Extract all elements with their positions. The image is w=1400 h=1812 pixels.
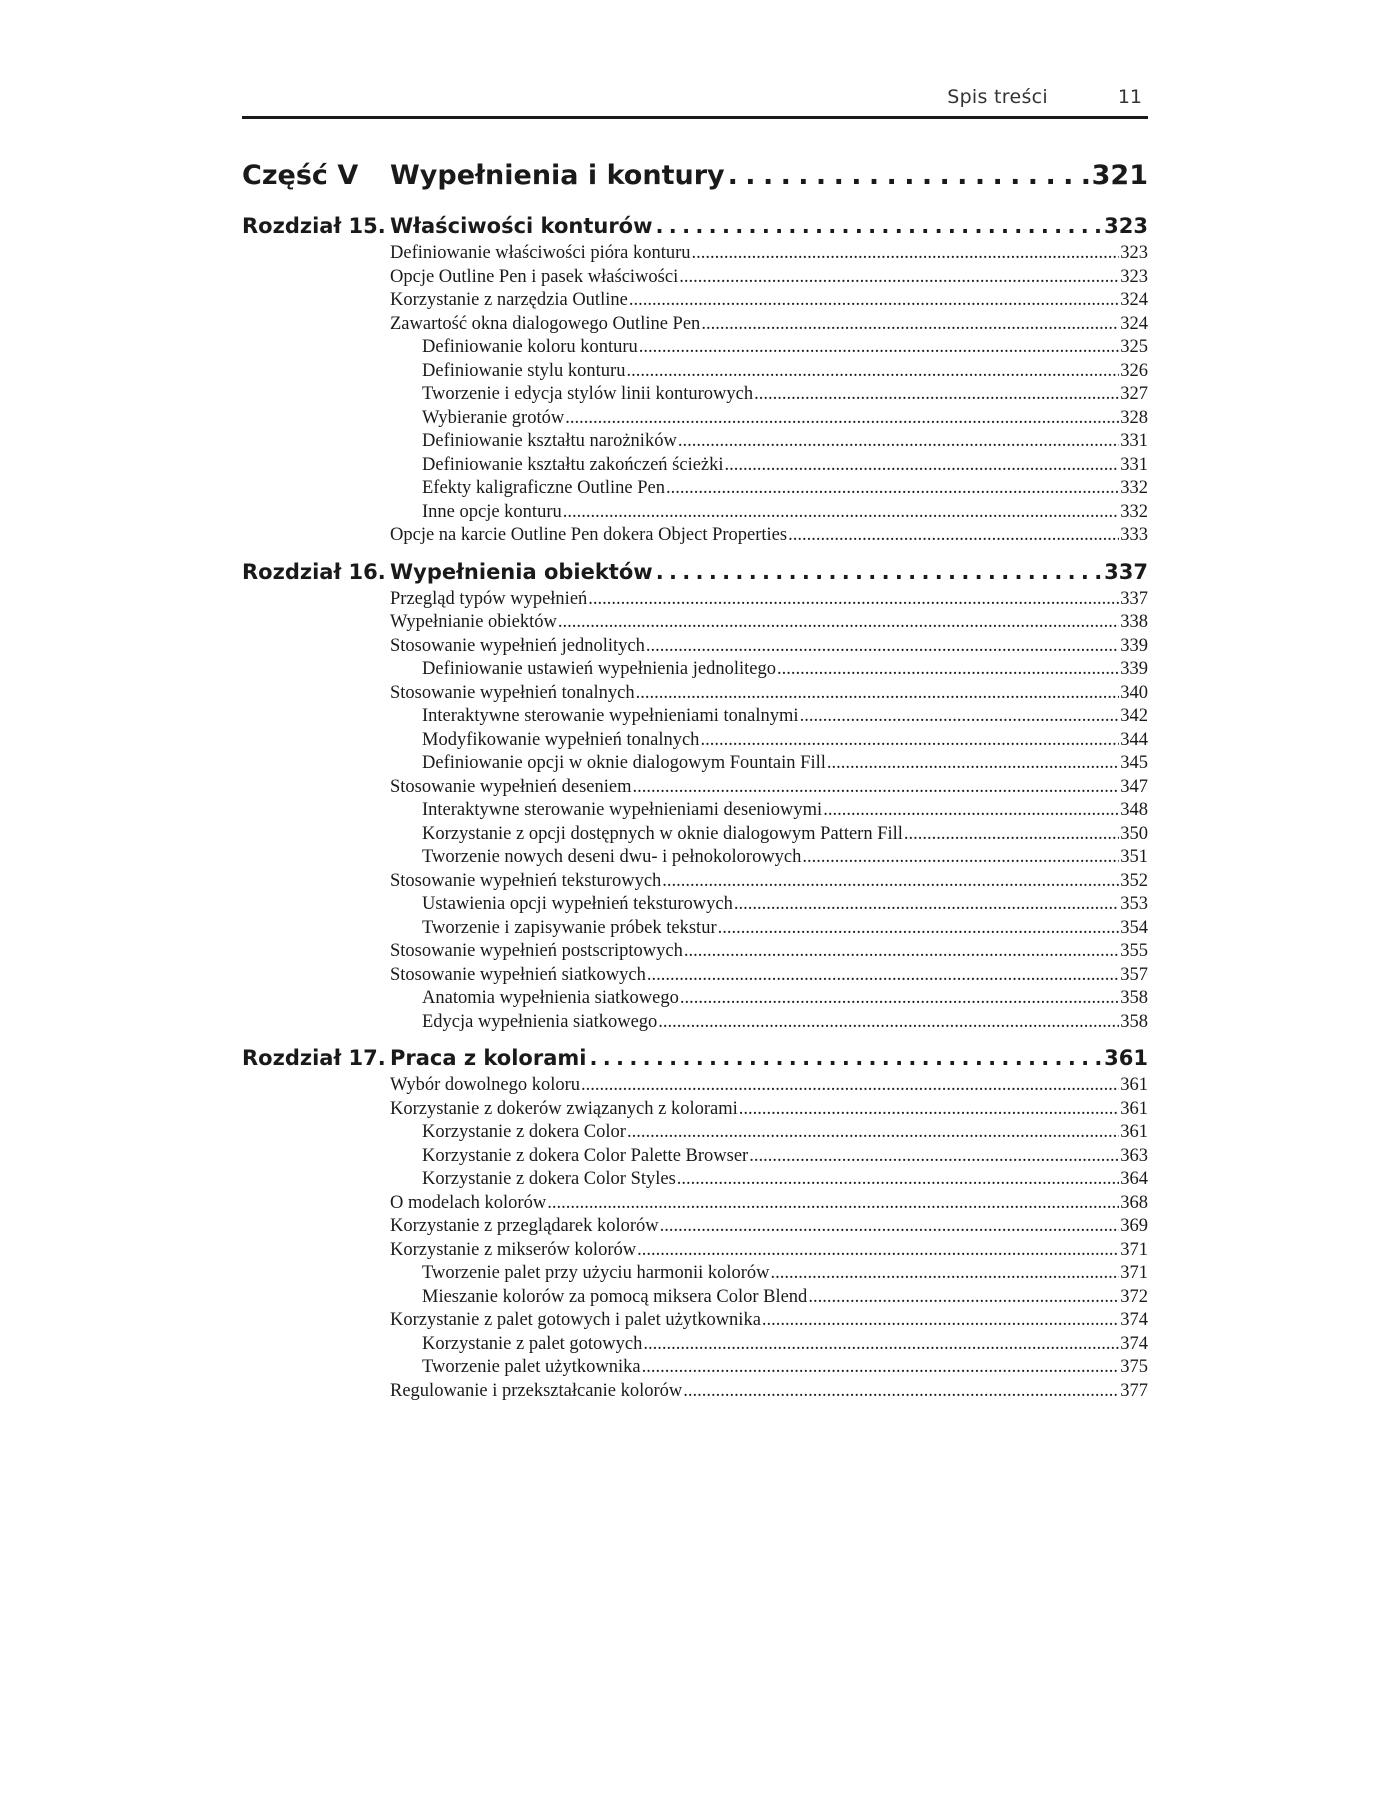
chapter-heading[interactable] [242,214,1148,242]
chapter-entries [390,242,1148,548]
entry-page: 347 [1120,776,1148,797]
toc-entry[interactable] [390,964,1148,988]
part-heading [242,160,1148,200]
dot-leader [626,360,1119,384]
entry-page: 331 [1120,454,1148,475]
chapter-title: Praca z kolorami [390,1046,587,1070]
entry-title: Tworzenie i zapisywanie próbek tekstur [422,917,717,938]
toc-subentry[interactable] [390,477,1148,501]
entry-page: 323 [1120,243,1148,263]
entry-title: Korzystanie z dokerów związanych z kolorami [390,1098,738,1119]
entry-page: 358 [1120,1011,1148,1032]
dot-leader [771,1262,1120,1286]
chapter-entries [390,1074,1148,1403]
dot-leader [725,454,1120,478]
dot-leader [639,336,1119,360]
entry-page: 342 [1120,706,1148,726]
toc-subentry[interactable] [390,658,1148,682]
dot-leader [642,1356,1120,1380]
dot-leader [660,1215,1120,1239]
dot-leader [701,313,1119,337]
toc-subentry[interactable] [390,1356,1148,1380]
part-title: Wypełnienia i kontury [390,160,725,191]
entry-page: 361 [1120,1075,1148,1095]
toc-subentry[interactable] [390,407,1148,431]
entry-title: Korzystanie z narzędzia Outline [390,290,628,310]
toc-subentry[interactable] [390,893,1148,917]
toc-subentry[interactable] [390,1333,1148,1357]
page-number: 11 [1117,86,1142,108]
dot-leader [802,846,1119,870]
toc-subentry[interactable] [390,705,1148,729]
dot-leader [728,160,1089,191]
chapter-heading[interactable] [242,1046,1148,1074]
dot-leader [637,1239,1119,1263]
dot-leader [827,752,1119,776]
entry-page: 351 [1120,847,1148,867]
entry-title: Wybieranie grotów [422,407,565,428]
entry-title: Stosowanie wypełnień tonalnych [390,682,635,703]
entry-page: 339 [1120,659,1148,679]
entry-page: 332 [1120,501,1148,522]
entry-title: Edycja wypełnienia siatkowego [422,1011,658,1032]
toc-entry[interactable] [390,1309,1148,1333]
entry-page: 340 [1120,682,1148,703]
dot-leader [684,940,1119,964]
toc-subentry[interactable] [390,729,1148,753]
toc-entry[interactable] [390,242,1148,266]
toc-entry[interactable] [390,1074,1148,1098]
entry-title: Interaktywne sterowanie wypełnieniami tonalnymi [422,706,799,726]
entry-title: Korzystanie z dokera Color Styles [422,1169,676,1189]
toc-entry[interactable] [390,588,1148,612]
dot-leader [558,611,1119,635]
entry-title: Zawartość okna dialogowego Outline Pen [390,313,701,334]
toc-entry[interactable] [390,1215,1148,1239]
entry-page: 331 [1120,431,1148,451]
entry-title: Wypełnianie obiektów [390,612,557,632]
entry-page: 333 [1120,525,1148,545]
dot-leader [749,1145,1119,1169]
chapter-label: Rozdział 15. [242,214,386,238]
chapter-title: Wypełnienia obiektów [390,559,653,584]
dot-leader [627,1121,1119,1145]
entry-title: Tworzenie nowych deseni dwu- i pełnokolorowych [422,847,802,867]
entry-page: 358 [1120,988,1148,1008]
entry-page: 325 [1120,337,1148,357]
toc-entry[interactable] [390,635,1148,659]
dot-leader [643,1333,1119,1357]
toc-entry[interactable] [390,524,1148,548]
dot-leader [718,917,1120,941]
dot-leader [563,501,1120,525]
dot-leader [679,266,1119,290]
toc-subentry[interactable] [390,987,1148,1011]
entry-title: Definiowanie stylu konturu [422,360,626,381]
dot-leader [656,214,1102,238]
entry-title: Regulowanie i przekształcanie kolorów [390,1380,683,1401]
dot-leader [646,635,1119,659]
entry-title: Anatomia wypełnienia siatkowego [422,988,679,1008]
running-title: Spis treści [947,86,1048,108]
toc-subentry[interactable] [390,823,1148,847]
entry-title: Korzystanie z palet gotowych [422,1333,643,1354]
dot-leader [647,964,1119,988]
entry-page: 338 [1120,612,1148,632]
entry-title: Korzystanie z palet gotowych i palet użytkownika [390,1310,761,1330]
table-of-contents [242,160,1148,1415]
toc-subentry[interactable] [390,1121,1148,1145]
dot-leader [734,893,1119,917]
toc-entry[interactable] [390,266,1148,290]
chapter-list [242,214,1148,1403]
dot-leader [565,407,1119,431]
dot-leader [662,870,1119,894]
entry-page: 348 [1120,800,1148,820]
entry-title: Efekty kaligraficzne Outline Pen [422,478,665,498]
dot-leader [547,1192,1119,1216]
entry-title: Stosowanie wypełnień siatkowych [390,964,646,985]
entry-title: Stosowanie wypełnień jednolitych [390,635,645,656]
entry-page: 332 [1120,478,1148,498]
entry-title: Opcje na karcie Outline Pen dokera Object Properties [390,525,788,545]
toc-entry[interactable] [390,870,1148,894]
toc-subentry[interactable] [390,846,1148,870]
entry-page: 361 [1120,1098,1148,1119]
chapter-label: Rozdział 16. [242,559,386,584]
toc-entry[interactable] [390,940,1148,964]
entry-page: 339 [1120,635,1148,656]
toc-subentry[interactable] [390,917,1148,941]
dot-leader [683,1380,1119,1404]
dot-leader [788,524,1119,548]
dot-leader [658,1011,1119,1035]
chapter-page: 337 [1104,559,1148,584]
dot-leader [677,1168,1119,1192]
toc-entry[interactable] [390,1239,1148,1263]
chapter-page: 361 [1104,1046,1148,1070]
entry-page: 371 [1120,1263,1148,1283]
entry-title: Ustawienia opcji wypełnień teksturowych [422,894,733,914]
entry-title: Inne opcje konturu [422,501,562,522]
entry-title: Stosowanie wypełnień teksturowych [390,870,662,891]
entry-page: 352 [1120,870,1148,891]
entry-title: Tworzenie palet użytkownika [422,1357,641,1377]
entry-page: 371 [1120,1239,1148,1260]
toc-subentry[interactable] [390,383,1148,407]
entry-title: Przegląd typów wypełnień [390,588,588,609]
dot-leader [632,776,1119,800]
entry-title: Definiowanie właściwości pióra konturu [390,243,691,263]
entry-page: 324 [1120,290,1148,310]
entry-title: Korzystanie z opcji dostępnych w oknie dialogowym Pattern Fill [422,823,903,844]
entry-title: Definiowanie kształtu narożników [422,431,677,451]
part-label: Część V [242,160,359,191]
chapter-title: Właściwości konturów [390,214,653,238]
entry-title: Tworzenie i edycja stylów linii konturowych [422,384,754,404]
part-page: 321 [1091,160,1148,191]
entry-page: 369 [1120,1216,1148,1236]
dot-leader [808,1286,1119,1310]
dot-leader [581,1074,1119,1098]
entry-title: Stosowanie wypełnień deseniem [390,776,632,797]
entry-page: 328 [1120,407,1148,428]
entry-title: Definiowanie ustawień wypełnienia jednolitego [422,659,776,679]
chapter-page: 323 [1104,214,1148,238]
entry-title: Modyfikowanie wypełnień tonalnych [422,729,700,750]
entry-page: 361 [1120,1122,1148,1142]
entry-title: O modelach kolorów [390,1192,547,1213]
entry-page: 326 [1120,360,1148,381]
dot-leader [680,987,1119,1011]
dot-leader [589,1046,1101,1070]
toc-subentry[interactable] [390,430,1148,454]
toc-subentry[interactable] [390,1262,1148,1286]
entry-page: 374 [1120,1333,1148,1354]
entry-page: 374 [1120,1310,1148,1330]
entry-title: Interaktywne sterowanie wypełnieniami deseniowymi [422,800,823,820]
entry-title: Korzystanie z przeglądarek kolorów [390,1216,659,1236]
toc-subentry[interactable] [390,336,1148,360]
dot-leader [666,477,1119,501]
entry-title: Mieszanie kolorów za pomocą miksera Color Blend [422,1286,808,1307]
toc-subentry[interactable] [390,501,1148,525]
toc-subentry[interactable] [390,752,1148,776]
dot-leader [692,242,1120,266]
entry-page: 337 [1120,588,1148,609]
dot-leader [754,383,1119,407]
entry-page: 368 [1120,1192,1148,1213]
entry-page: 354 [1120,917,1148,938]
entry-page: 323 [1120,266,1148,287]
entry-title: Definiowanie kształtu zakończeń ścieżki [422,454,724,475]
toc-subentry[interactable] [390,1145,1148,1169]
entry-title: Stosowanie wypełnień postscriptowych [390,941,683,961]
dot-leader [823,799,1119,823]
chapter-entries [390,588,1148,1035]
toc-entry[interactable] [390,682,1148,706]
dot-leader [762,1309,1119,1333]
toc-entry[interactable] [390,611,1148,635]
toc-subentry[interactable] [390,360,1148,384]
entry-page: 355 [1120,941,1148,961]
dot-leader [678,430,1119,454]
dot-leader [656,560,1101,584]
entry-page: 344 [1120,729,1148,750]
entry-title: Korzystanie z dokera Color Palette Browser [422,1145,749,1166]
entry-page: 377 [1120,1380,1148,1401]
dot-leader [800,705,1120,729]
dot-leader [739,1098,1119,1122]
dot-leader [629,289,1119,313]
entry-title: Opcje Outline Pen i pasek właściwości [390,266,679,287]
entry-page: 345 [1120,753,1148,773]
toc-entry[interactable] [390,1098,1148,1122]
toc-subentry[interactable] [390,1286,1148,1310]
toc-entry[interactable] [390,313,1148,337]
toc-subentry[interactable] [390,1011,1148,1035]
entry-page: 324 [1120,313,1148,334]
entry-title: Korzystanie z mikserów kolorów [390,1239,637,1260]
entry-page: 357 [1120,964,1148,985]
dot-leader [777,658,1119,682]
entry-page: 350 [1120,823,1148,844]
toc-entry[interactable] [390,1192,1148,1216]
entry-title: Definiowanie koloru konturu [422,337,638,357]
entry-page: 353 [1120,894,1148,914]
dot-leader [588,588,1119,612]
dot-leader [904,823,1119,847]
dot-leader [636,682,1120,706]
chapter-label: Rozdział 17. [242,1046,386,1070]
entry-title: Tworzenie palet przy użyciu harmonii kolorów [422,1263,770,1283]
dot-leader [700,729,1119,753]
page-header [242,84,1148,119]
toc-subentry[interactable] [390,799,1148,823]
entry-title: Wybór dowolnego koloru [390,1075,581,1095]
entry-page: 363 [1120,1145,1148,1166]
entry-title: Korzystanie z dokera Color [422,1122,626,1142]
toc-subentry[interactable] [390,1168,1148,1192]
toc-subentry[interactable] [390,454,1148,478]
entry-page: 327 [1120,384,1148,404]
toc-entry[interactable] [390,1380,1148,1404]
chapter-heading[interactable] [242,560,1148,588]
entry-page: 372 [1120,1286,1148,1307]
entry-page: 375 [1120,1357,1148,1377]
entry-title: Definiowanie opcji w oknie dialogowym Fountain Fill [422,753,826,773]
toc-entry[interactable] [390,776,1148,800]
toc-entry[interactable] [390,289,1148,313]
entry-page: 364 [1120,1169,1148,1189]
